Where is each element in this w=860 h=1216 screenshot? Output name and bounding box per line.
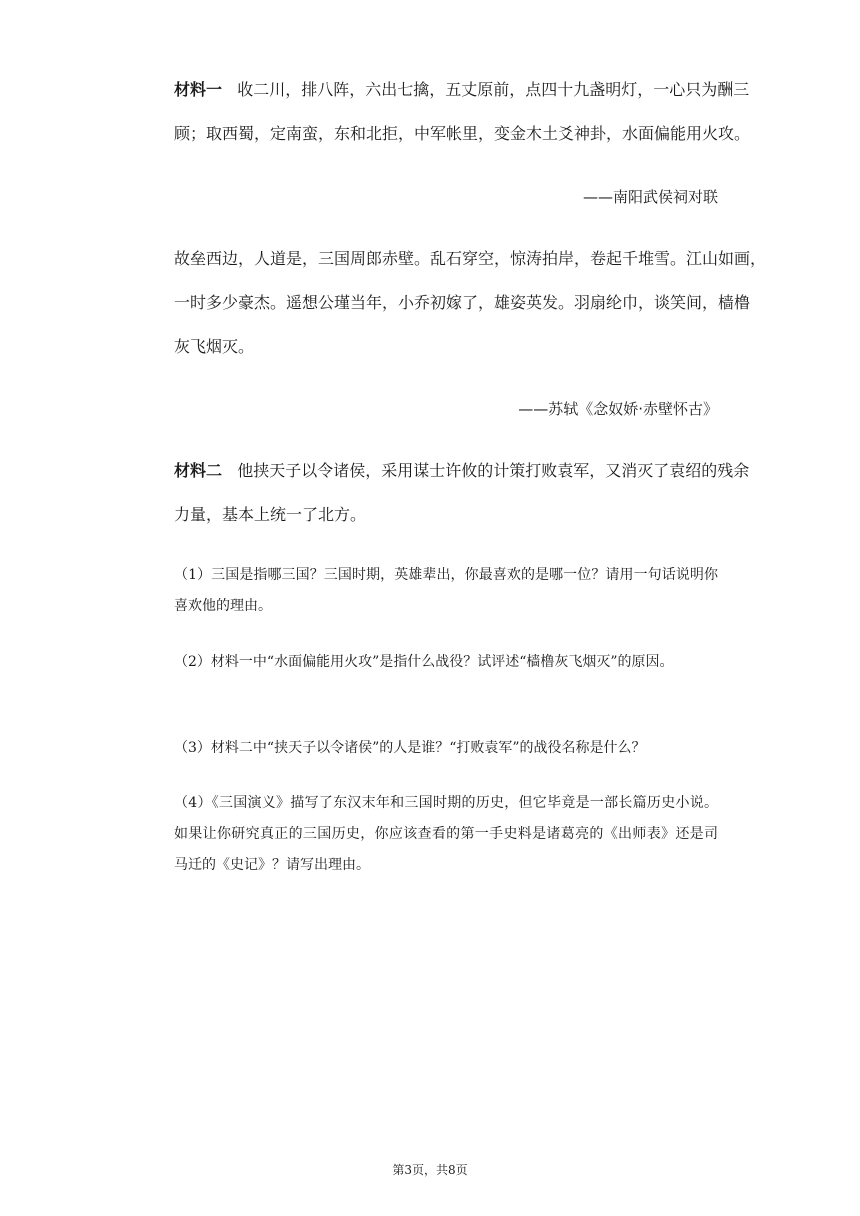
material-two-line-1	[174, 460, 750, 482]
material-one-line-1	[174, 79, 750, 101]
material-two-line-2: 力量，基本上统一了北方。	[174, 505, 367, 524]
couplet-line-1: 收二川，排八阵，六出七擒，五丈原前，点四十九盏明灯，一心只为酬三	[237, 80, 750, 99]
poem-source: ——苏轼《念奴娇·赤壁怀古》	[518, 400, 718, 418]
poem-line-1: 故垒西边，人道是，三国周郎赤壁。乱石穿空，惊涛拍岸，卷起千堆雪。江山如画，	[174, 249, 767, 268]
question-4: （4）《三国演义》描写了东汉末年和三国时期的历史，但它毕竟是一部长篇历史小说。如果让你研究真正的三国历史，你应该查看的第一手史料是诸葛亮的《出师表》还是司马迁的《史记》？请写出理由。	[174, 795, 718, 873]
poem-line-2: 一时多少豪杰。遥想公瑾当年，小乔初嫁了，雄姿英发。羽扇纶巾，谈笑间，樯橹	[174, 293, 751, 312]
material-two-label: 材料二	[174, 461, 223, 480]
couplet-source: ——南阳武侯祠对联	[582, 188, 718, 206]
question-2: （2）材料一中“水面偏能用火攻”是指什么战役？试评述“樯橹灰飞烟灭”的原因。	[174, 654, 674, 670]
question-3: （3）材料二中“挟天子以令诸侯”的人是谁？“打败袁军”的战役名称是什么？	[174, 740, 646, 756]
material-two-text-1: 他挟天子以令诸侯，采用谋士许攸的计策打败袁军，又消灭了袁绍的残余	[237, 461, 750, 480]
question-1: （1）三国是指哪三国？三国时期，英雄辈出，你最喜欢的是哪一位？请用一句话说明你喜欢他的理由。	[174, 567, 718, 614]
poem-line-3: 灰飞烟灭。	[174, 337, 255, 356]
page-number: 第3页，共8页	[392, 1163, 468, 1177]
material-one-label: 材料一	[174, 80, 223, 99]
couplet-line-2: 顾；取西蜀，定南蛮，东和北拒，中军帐里，变金木土爻神卦，水面偏能用火攻。	[174, 124, 751, 143]
